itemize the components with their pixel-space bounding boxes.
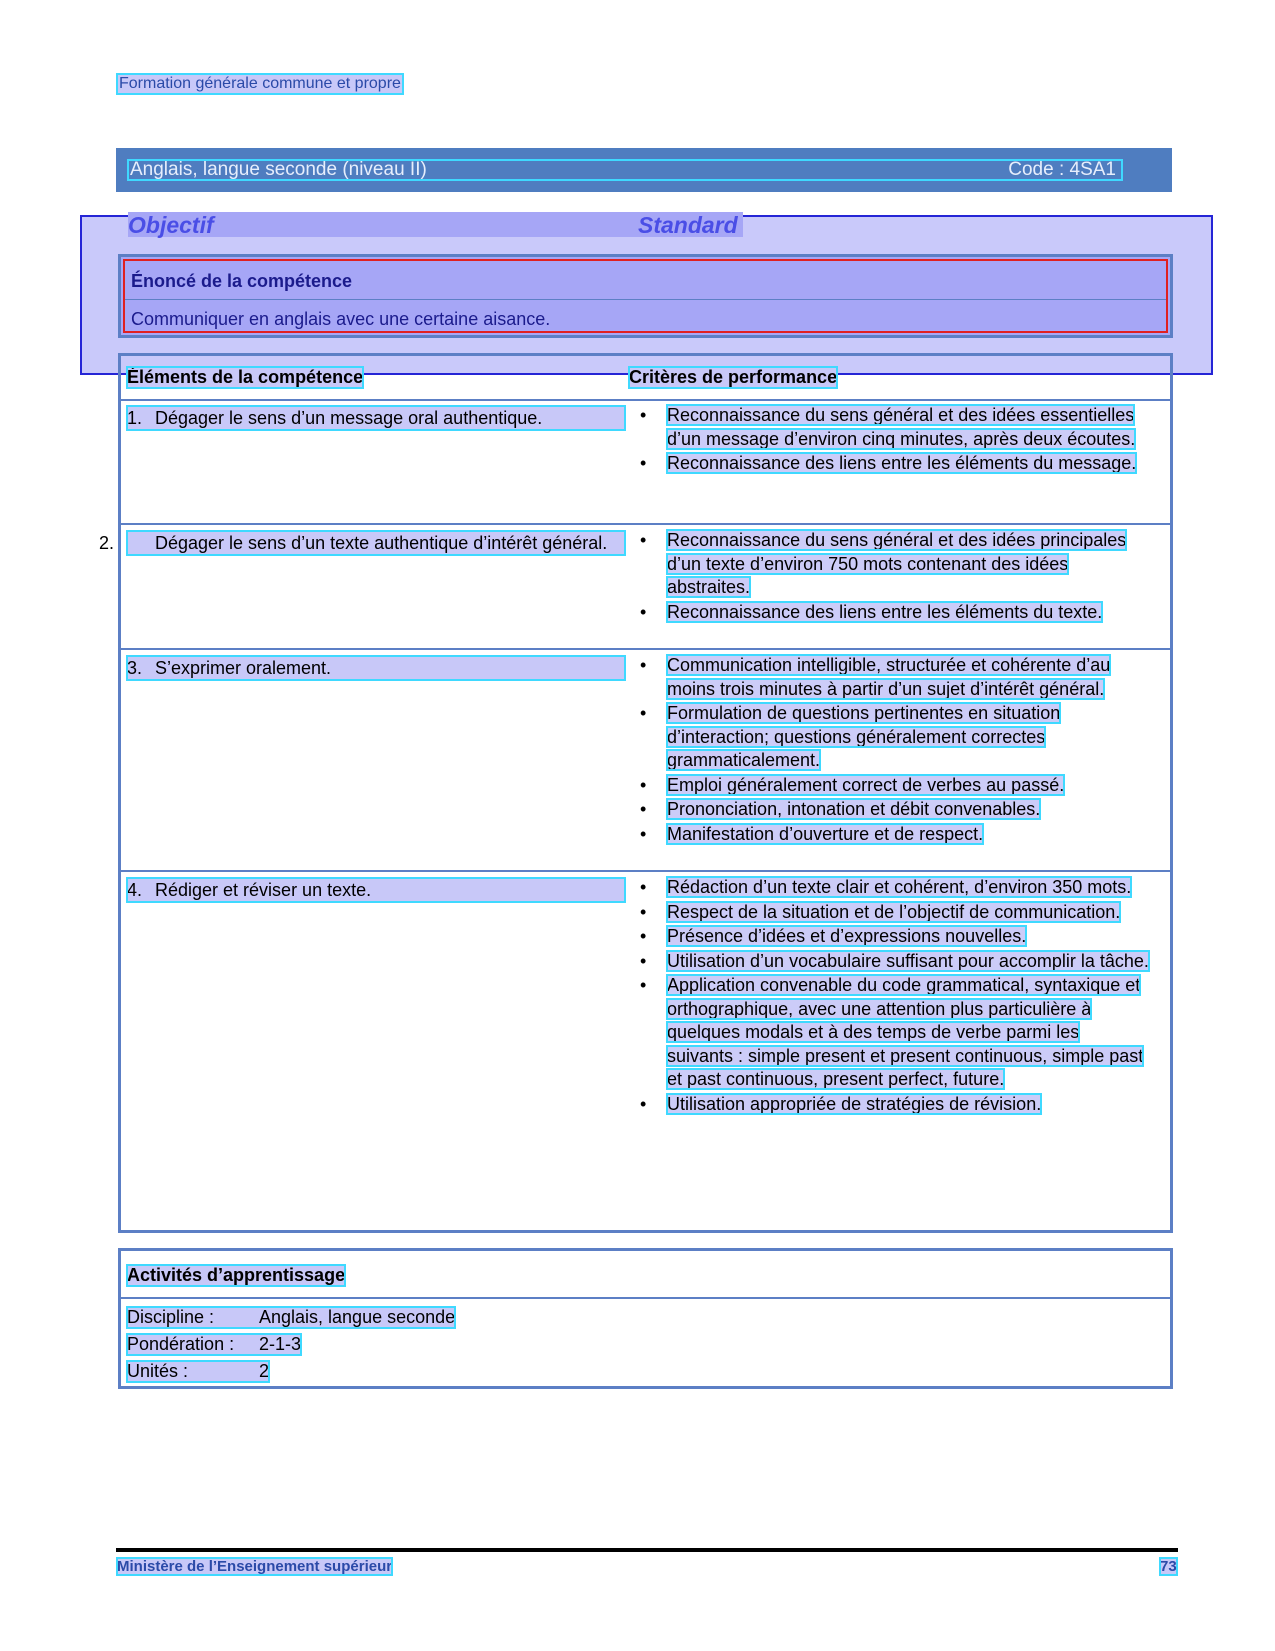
- criterion-item: • Présence d’idées et d’expressions nouvelles.: [639, 925, 1149, 949]
- element-row-1: [127, 406, 625, 430]
- element-number: 4.: [127, 880, 143, 900]
- competence-elements-table: [99, 353, 1173, 1233]
- criterion-item: • Prononciation, intonation et débit convenables.: [639, 798, 1149, 822]
- criteria-list-2: [639, 529, 1149, 625]
- competence-statement-box: [118, 254, 1173, 338]
- objective-heading: Objectif: [128, 212, 638, 237]
- unites-value: 2: [259, 1361, 270, 1381]
- course-title: Anglais, langue seconde (niveau II): [130, 159, 427, 180]
- criterion-item: • Reconnaissance des liens entre les éléments du texte.: [639, 601, 1149, 625]
- criterion-item: • Application convenable du code grammatical, syntaxique et orthographique, avec une attention plus particulière à quelques modals et à des temps de verbe parmi les suivants : simple present et present continuous, simple past et past continuous, present perfect, future.: [639, 974, 1149, 1092]
- criterion-item: • Reconnaissance du sens général et des idées essentielles d’un message d’environ cinq minutes, après deux écoutes.: [639, 404, 1149, 451]
- footer-ministry: Ministère de l’Enseignement supérieur: [117, 1558, 393, 1575]
- ponderation-row: [127, 1334, 301, 1355]
- criterion-item: • Rédaction d’un texte clair et cohérent, d’environ 350 mots.: [639, 876, 1149, 900]
- criterion-item: • Reconnaissance des liens entre les éléments du message.: [639, 452, 1149, 476]
- elements-header: Éléments de la compétence: [127, 367, 364, 387]
- criteria-list-1: [639, 404, 1149, 477]
- statement-text: Communiquer en anglais avec une certaine aisance.: [131, 309, 551, 329]
- divider: [125, 299, 1166, 300]
- element-text: Rédiger et réviser un texte.: [155, 880, 372, 900]
- criterion-item: • Respect de la situation et de l’objectif de communication.: [639, 901, 1149, 925]
- standard-heading: Standard: [638, 212, 743, 237]
- element-row-2: [99, 531, 625, 555]
- unites-label: Unités :: [127, 1361, 189, 1381]
- element-row-3: [127, 656, 625, 680]
- element-number: 3.: [127, 658, 143, 678]
- statement-title: Énoncé de la compétence: [131, 271, 353, 291]
- element-text: S’exprimer oralement.: [155, 658, 332, 678]
- criterion-item: • Communication intelligible, structurée et cohérente d’au moins trois minutes à partir d’un sujet d’intérêt général.: [639, 654, 1149, 701]
- element-row-4: [127, 878, 625, 902]
- discipline-row: [127, 1307, 455, 1328]
- criteria-header: Critères de performance: [629, 367, 838, 387]
- learning-activities-box: [118, 1248, 1173, 1389]
- row-divider: [121, 523, 1170, 525]
- activities-title: Activités d’apprentissage: [127, 1265, 346, 1285]
- element-text: Dégager le sens d’un texte authentique d’intérêt général.: [155, 533, 608, 553]
- row-divider: [121, 870, 1170, 872]
- criteria-list-3: [639, 654, 1149, 847]
- row-divider: [121, 648, 1170, 650]
- page-number: 73: [1160, 1558, 1177, 1575]
- element-number: 2.: [99, 533, 115, 553]
- criterion-item: • Emploi généralement correct de verbes au passé.: [639, 774, 1149, 798]
- criterion-item: • Manifestation d’ouverture et de respect.: [639, 823, 1149, 847]
- discipline-label: Discipline :: [127, 1307, 215, 1327]
- ponderation-label: Pondération :: [127, 1334, 235, 1354]
- criterion-item: • Formulation de questions pertinentes en situation d’interaction; questions généralement correctes grammaticalement.: [639, 702, 1149, 773]
- course-code: Code : 4SA1: [1008, 159, 1116, 180]
- criterion-item: • Reconnaissance du sens général et des idées principales d’un texte d’environ 750 mots contenant des idées abstraites.: [639, 529, 1149, 600]
- criterion-item: • Utilisation d’un vocabulaire suffisant pour accomplir la tâche.: [639, 950, 1149, 974]
- unites-row: [127, 1361, 269, 1382]
- divider: [121, 1297, 1170, 1299]
- footer-rule: [116, 1548, 1178, 1552]
- table-header-row: [121, 356, 1170, 401]
- discipline-value: Anglais, langue seconde: [259, 1307, 456, 1327]
- element-number: 1.: [127, 408, 143, 428]
- course-title-bar: [116, 148, 1172, 192]
- element-text: Dégager le sens d’un message oral authentique.: [155, 408, 543, 428]
- criteria-list-4: [639, 876, 1149, 1117]
- ponderation-value: 2-1-3: [259, 1334, 302, 1354]
- page-header: Formation générale commune et propre: [119, 75, 401, 92]
- criterion-item: • Utilisation appropriée de stratégies de révision.: [639, 1093, 1149, 1117]
